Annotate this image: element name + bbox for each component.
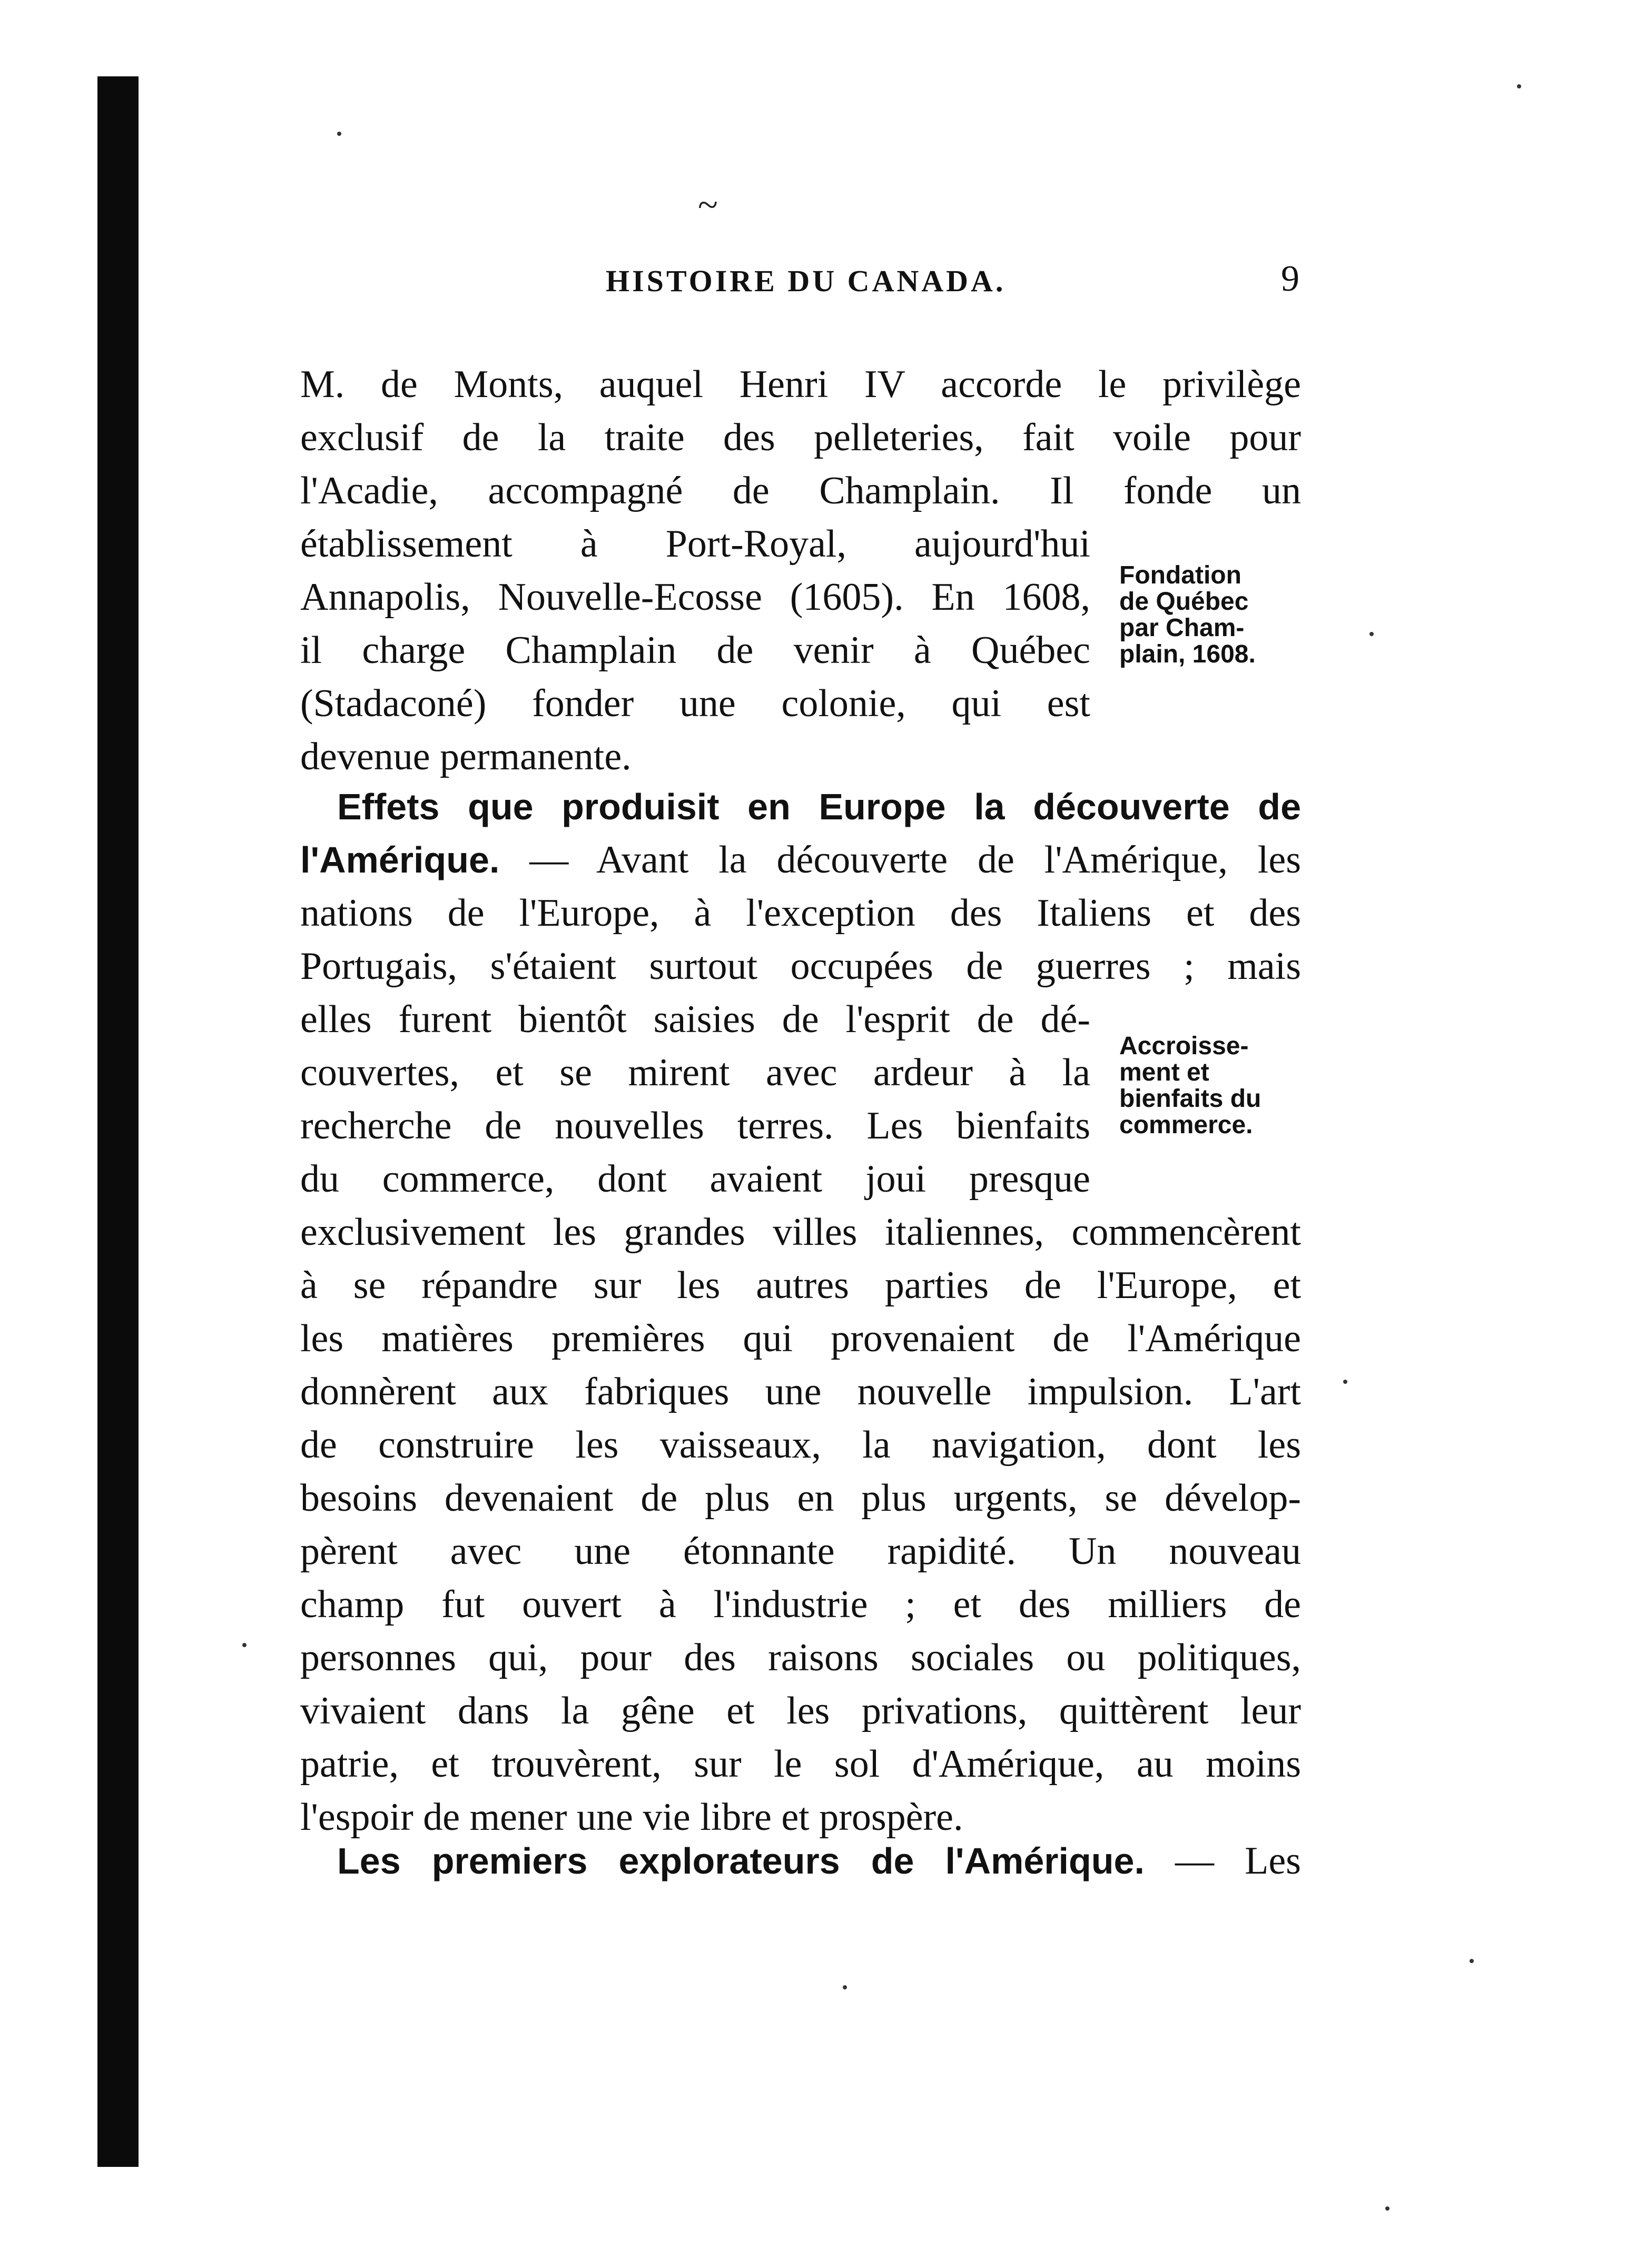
section-heading: Effets que produisit en Europe la découverte de [337,786,1301,827]
margin-note-line: Fondation [1119,561,1241,589]
text-line: patrie, et trouvèrent, sur le sol d'Amérique, au moins [300,1742,1301,1786]
scan-speck [1470,1959,1474,1963]
text-line: couvertes, et se mirent avec ardeur à la [300,1051,1090,1094]
text-line: personnes qui, pour des raisons sociales ou politiques, [300,1636,1301,1679]
paragraph-premiers-explorateurs [300,1835,1301,1888]
margin-note-line: Accroisse- [1119,1032,1249,1060]
section-heading: l'Amérique. [300,839,500,880]
paragraph-effets-europe [300,780,1301,1844]
text-line: vivaient dans la gêne et les privations, quittèrent leur [300,1689,1301,1732]
margin-note-fondation-quebec [1119,562,1256,668]
text-line: l'Acadie, accompagné de Champlain. Il fonde un [300,469,1301,512]
text-line: de construire les vaisseaux, la navigation, dont les [300,1423,1301,1467]
text-line: Annapolis, Nouvelle-Ecosse (1605). En 1608, [300,576,1090,619]
margin-note-line: de Québec [1119,588,1249,616]
scan-speck [1369,632,1374,636]
text-line: les matières premières qui provenaient de l'Amérique [300,1317,1301,1360]
text-line: pèrent avec une étonnante rapidité. Un nouveau [300,1530,1301,1573]
text-line: Portugais, s'étaient surtout occupées de guerres ; mais [300,945,1301,988]
text-line: elles furent bientôt saisies de l'esprit de dé- [300,998,1090,1041]
margin-note-line: plain, 1608. [1119,640,1256,668]
text-line [300,1835,1301,1888]
text-run: — Avant la découverte de l'Amérique, les [529,838,1301,882]
text-line: M. de Monts, auquel Henri IV accorde le privilège [300,363,1301,406]
text-line: nations de l'Europe, à l'exception des Italiens et des [300,892,1301,935]
text-line [300,834,1301,887]
text-line: du commerce, dont avaient joui presque [300,1157,1090,1201]
text-line: l'espoir de mener une vie libre et prospère. [300,1796,963,1839]
text-line: champ fut ouvert à l'industrie ; et des milliers de [300,1583,1301,1626]
text-run: — Les [1175,1839,1301,1883]
margin-note-line: commerce. [1119,1111,1253,1139]
margin-note-line: par Cham- [1119,614,1245,642]
text-line [300,780,1301,834]
binding-edge [97,76,139,2167]
text-line: devenue permanente. [300,735,632,778]
scan-speck [843,1985,847,1989]
scan-speck [1385,2206,1389,2211]
text-line: (Stadaconé) fonder une colonie, qui est [300,682,1090,725]
text-line: à se répandre sur les autres parties de l'Europe, et [300,1264,1301,1307]
margin-note-line: bienfaits du [1119,1085,1261,1113]
scan-speck [1517,84,1521,88]
text-line: exclusivement les grandes villes italiennes, commencèrent [300,1211,1301,1254]
text-line: recherche de nouvelles terres. Les bienfaits [300,1104,1090,1147]
text-line: exclusif de la traite des pelleteries, fait voile pour [300,416,1301,459]
page-number: 9 [1281,259,1299,299]
text-line: besoins devenaient de plus en plus urgents, se dévelop- [300,1477,1301,1520]
text-line: donnèrent aux fabriques une nouvelle impulsion. L'art [300,1370,1301,1413]
text-line: établissement à Port-Royal, aujourd'hui [300,522,1090,566]
text-line: il charge Champlain de venir à Québec [300,629,1090,672]
scan-speck [337,132,341,136]
running-title: HISTOIRE DU CANADA. [606,264,1006,298]
scan-speck [242,1643,247,1647]
scan-speck [1343,1380,1347,1384]
margin-note-commerce [1119,1033,1261,1138]
section-heading: Les premiers explorateurs de l'Amérique. [337,1840,1145,1881]
margin-note-line: ment et [1119,1058,1209,1086]
ink-smudge: ~ [698,185,718,225]
